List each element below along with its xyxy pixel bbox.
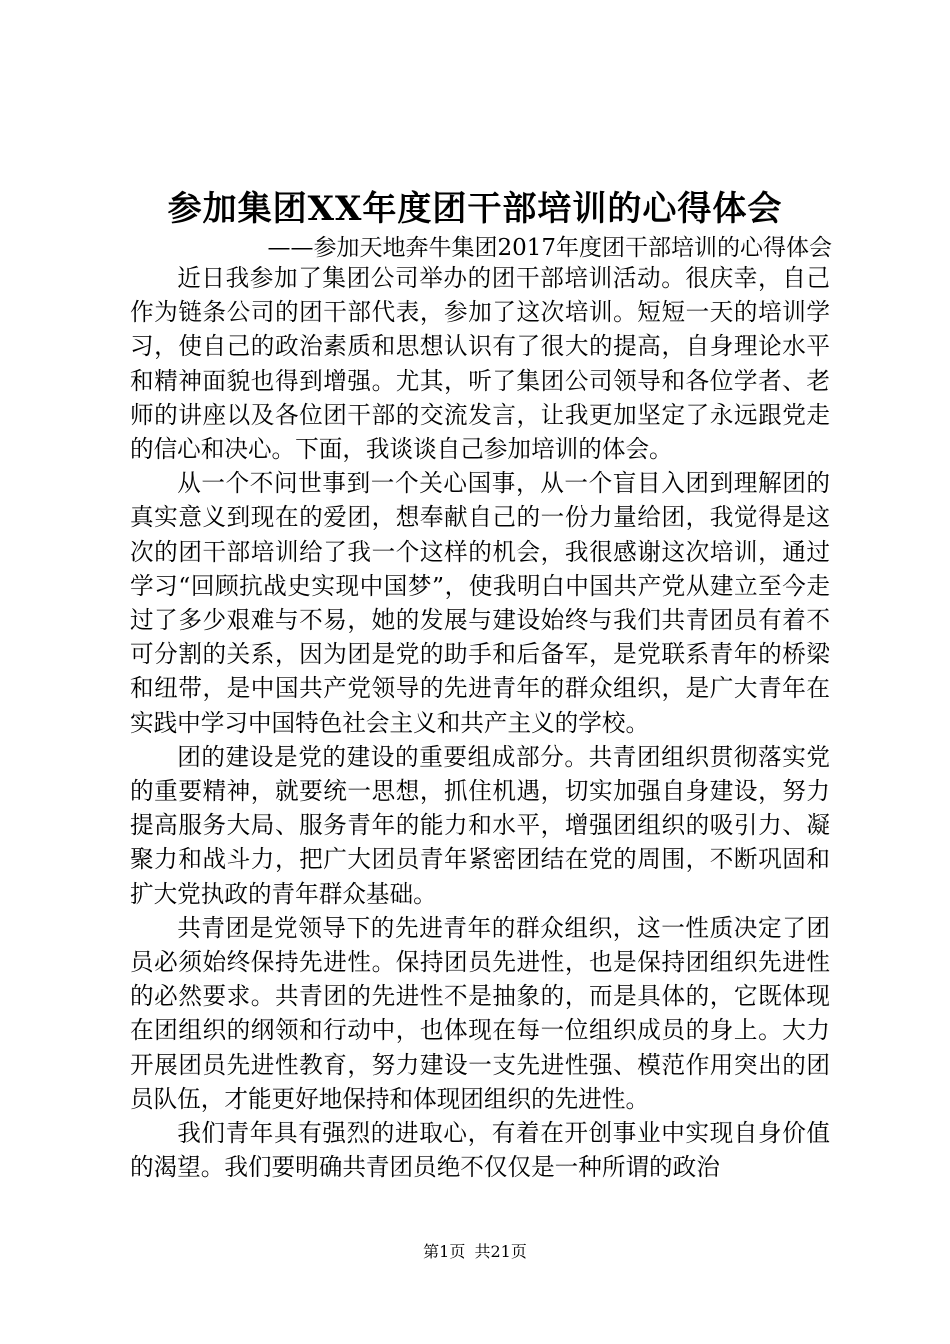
page-footer [0,1240,950,1264]
document-subtitle: ——参加天地奔牛集团2017年度团干部培训的心得体会 [267,235,832,261]
paragraph: 我们青年具有强烈的进取心，有着在开创事业中实现自身价值的渴望。我们要明确共青团员绝不仅仅是一种所谓的政治 [130,1119,830,1182]
paragraph: 近日我参加了集团公司举办的团干部培训活动。很庆幸，自己作为链条公司的团干部代表，参加了这次培训。短短一天的培训学习，使自己的政治素质和思想认识有了很大的提高，自身理论水平和精神面貌也得到增强。尤其，听了集团公司领导和各位学者、老师的讲座以及各位团干部的交流发言，让我更加坚定了永远跟党走的信心和决心。下面，我谈谈自己参加培训的体会。 [130,264,830,464]
paragraph: 共青团是党领导下的先进青年的群众组织，这一性质决定了团员必须始终保持先进性。保持团员先进性，也是保持团组织先进性的必然要求。共青团的先进性不是抽象的，而是具体的，它既体现在团组织的纲领和行动中，也体现在每一位组织成员的身上。大力开展团员先进性教育，努力建设一支先进性强、模范作用突出的团员队伍，才能更好地保持和体现团组织的先进性。 [130,913,830,1113]
document-body [130,261,830,1184]
paragraph: 从一个不问世事到一个关心国事，从一个盲目入团到理解团的真实意义到现在的爱团，想奉献自己的一份力量给团，我觉得是这次的团干部培训给了我一个这样的机会，我很感谢这次培训，通过学习“回顾抗战史实现中国梦”，使我明白中国共产党从建立至今走过了多少艰难与不易，她的发展与建设始终与我们共青团员有着不可分割的关系，因为团是党的助手和后备军，是党联系青年的桥梁和纽带，是中国共产党领导的先进青年的群众组织，是广大青年在实践中学习中国特色社会主义和共产主义的学校。 [130,469,830,737]
paragraph: 团的建设是党的建设的重要组成部分。共青团组织贯彻落实党的重要精神，就要统一思想，抓住机遇，切实加强自身建设，努力提高服务大局、服务青年的能力和水平，增强团组织的吸引力、凝聚力和战斗力，把广大团员青年紧密团结在党的周围，不断巩固和扩大党执政的青年群众基础。 [130,742,830,908]
document-title: 参加集团XX年度团干部培训的心得体会 [167,189,783,229]
page-total: 共21页 [474,1242,527,1261]
page-number: 第1页 [423,1242,466,1261]
